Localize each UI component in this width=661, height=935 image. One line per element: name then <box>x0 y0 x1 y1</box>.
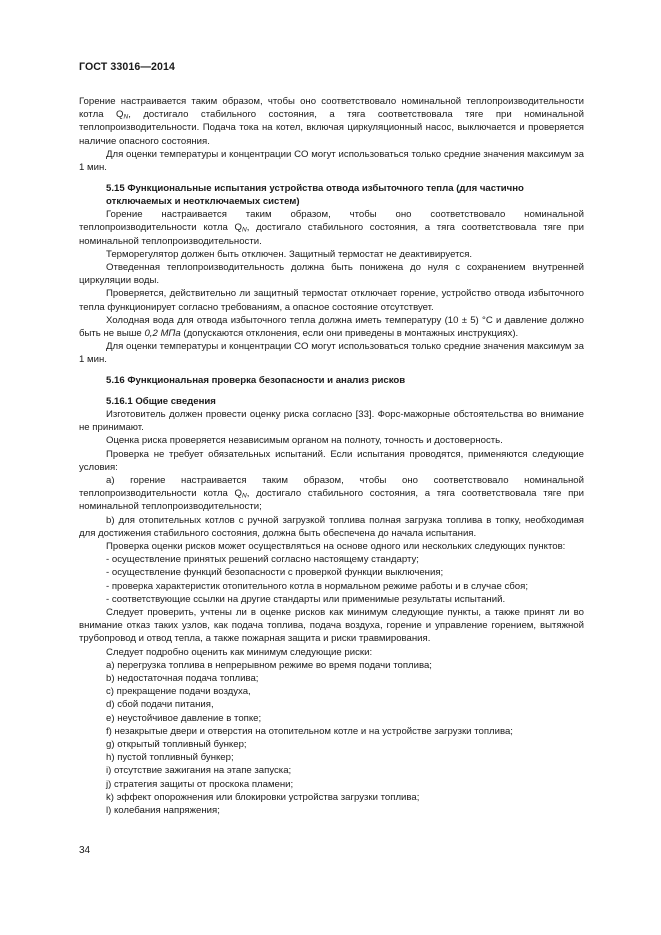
list-item: - осуществление функций безопасности с проверкой функции выключения; <box>106 567 444 579</box>
list-item: a) перегрузка топлива в непрерывном режиме во время подачи топлива; <box>106 659 432 671</box>
list-item: c) прекращение подачи воздуха, <box>106 686 251 698</box>
paragraph: Для оценки температуры и концентрации CO могут использоваться только средние значения максимум за 1 мин. <box>79 341 584 366</box>
body-text <box>79 95 584 817</box>
paragraph: Изготовитель должен провести оценку риска согласно [33]. Форс-мажорные обстоятельства во внимание не принимают. <box>79 408 584 434</box>
paragraph: Отведенная теплопроизводительность должна быть понижена до нуля с сохранением внутренней циркуляции воды. <box>79 261 584 287</box>
list-item: k) эффект опорожнения или блокировки устройства загрузки топлива; <box>106 791 420 803</box>
paragraph: Оценка риска проверяется независимым органом на полноту, точность и достоверность. <box>106 435 503 447</box>
list-item: e) неустойчивое давление в топке; <box>106 712 262 724</box>
list-item: - соответствующие ссылки на другие стандарты или применимые результаты испытаний. <box>106 593 506 605</box>
list-item: b) недостаточная подача топлива; <box>106 673 259 685</box>
paragraph: Проверяется, действительно ли защитный термостат отключает горение, устройство отвода избыточного тепла функционирует согласно требованиям, а опасное состояние отсутствует. <box>79 288 584 313</box>
list-item: b) для отопительных котлов с ручной загрузкой топлива полная загрузка топлива в топку, необходимая для достижения стабильного состояния, должна быть обеспечена до начала испытания. <box>79 514 584 539</box>
list-item: - осуществление принятых решений согласно настоящему стандарту; <box>106 554 419 566</box>
standard-header: ГОСТ 33016—2014 <box>79 61 176 73</box>
paragraph: Проверка не требует обязательных испытаний. Если испытания проводятся, применяются следующие условия: <box>79 448 584 473</box>
list-item: i) отсутствие зажигания на этапе запуска; <box>106 765 292 777</box>
paragraph: Проверка оценки рисков может осуществляться на основе одного или нескольких следующих пунктов: <box>106 541 566 552</box>
page-number: 34 <box>79 845 91 856</box>
paragraph: Терморегулятор должен быть отключен. Защитный термостат не деактивируется. <box>106 248 473 260</box>
section-heading-5-16: 5.16 Функциональная проверка безопасности и анализ рисков <box>106 375 406 387</box>
paragraph: Для оценки температуры и концентрации CO могут использоваться только средние значения максимум за 1 мин. <box>79 148 584 174</box>
list-item: h) пустой топливный бункер; <box>106 752 234 764</box>
list-item: а) горение настраивается таким образом, чтобы оно соответствовало номинальной теплопроизводительности котла $Q_N$, достигало стабильного состояния, а тяга соответствовала тяге при номинальной теплопроизводительности; <box>79 474 584 513</box>
paragraph: Холодная вода для отвода избыточного тепла должна иметь температуру (10 ± 5) °C и давление должно быть не выше 0,2 МПа (допускаются отклонения, если они приведены в монтажных инструкциях). <box>79 314 584 339</box>
paragraph: Горение настраивается таким образом, чтобы оно соответствовало номинальной теплопроизводительности котла $Q_N$, достигало стабильного состояния, а тяга соответствовала тяге при номинальной теплопроизводительности. Подача тока на котел, включая циркуляционный насос, выключается и проверяется наличие опасного состояния. <box>79 96 584 147</box>
list-item: d) сбой подачи питания, <box>106 699 214 711</box>
list-item: l) колебания напряжения; <box>106 805 220 817</box>
list-item: - проверка характеристик отопительного котла в нормальном режиме работы и в случае сбоя; <box>106 580 528 592</box>
paragraph: Следует подробно оценить как минимум следующие риски: <box>106 646 373 658</box>
subsection-heading-5-16-1: 5.16.1 Общие сведения <box>106 395 216 407</box>
list-item: f) незакрытые двери и отверстия на отопительном котле и на устройстве загрузки топлива; <box>106 725 513 737</box>
list-item: g) открытый топливный бункер; <box>106 739 247 751</box>
section-heading-5-15: 5.15 Функциональные испытания устройства отвода избыточного тепла (для частично отключаемых и неотключаемых систем) <box>106 182 524 207</box>
paragraph: Следует проверить, учтены ли в оценке рисков как минимум следующие пункты, а также принят ли во внимание отказ таких узлов, как подача топлива, подача воздуха, горение и управление горением, вытяжной трубопровод и отвод тепла, а также пожарная защита и риски травмирования. <box>79 607 584 645</box>
list-item: j) стратегия защиты от проскока пламени; <box>106 778 294 790</box>
paragraph: Горение настраивается таким образом, чтобы оно соответствовало номинальной теплопроизводительности котла $Q_N$, достигало стабильного состояния, а тяга соответствовала тяге при номинальной теплопроизводительности. <box>79 209 584 247</box>
